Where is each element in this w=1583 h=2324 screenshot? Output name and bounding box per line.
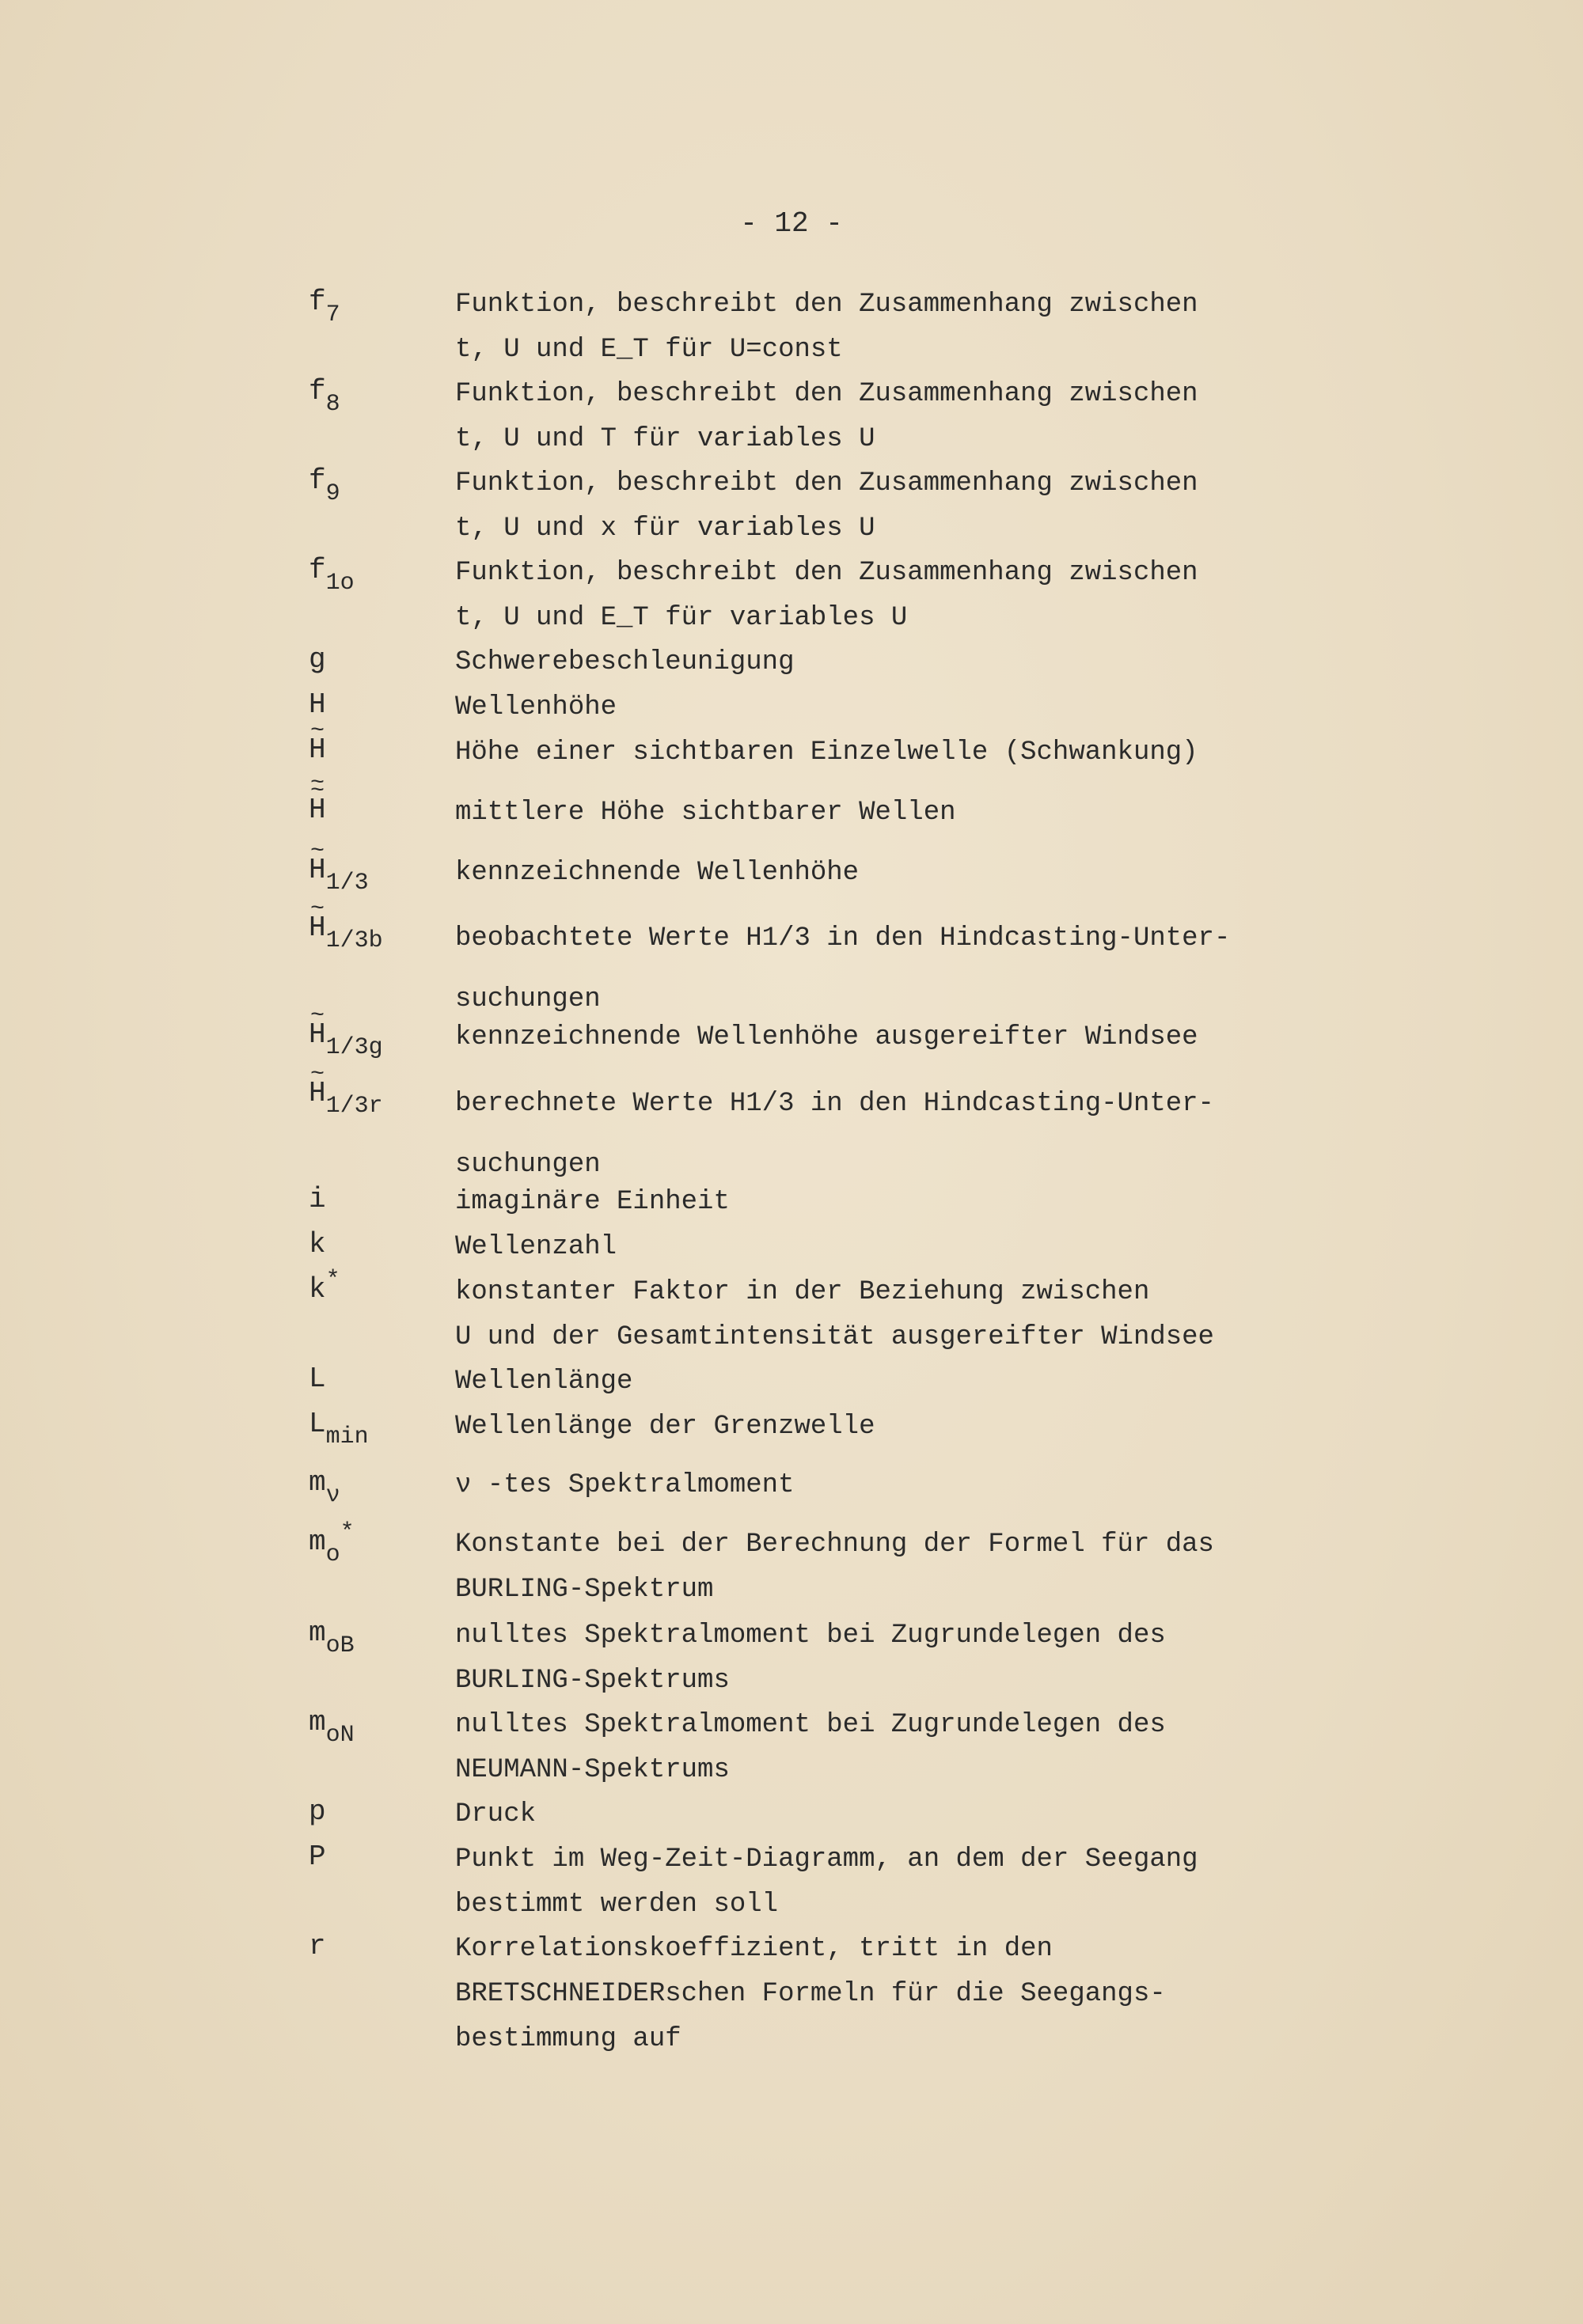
description: berechnete Werte H1/3 in den Hindcasting-Unter- suchungen xyxy=(455,1089,1214,1180)
symbol: $m_{oN}$ xyxy=(309,1706,355,1749)
description: Wellenlänge xyxy=(455,1367,633,1397)
symbol: $L_{min}$ xyxy=(309,1408,369,1450)
symbol: $m_{oB}$ xyxy=(309,1617,355,1659)
symbol: ~ $H_{1/3b}$ xyxy=(309,912,383,944)
symbol: $m_\nu$ xyxy=(309,1466,340,1509)
description: Druck xyxy=(455,1799,537,1829)
description: mittlere Höhe sichtbarer Wellen xyxy=(455,798,956,828)
symbol: p xyxy=(309,1795,326,1828)
description: Wellenhöhe xyxy=(455,692,617,722)
symbol: k xyxy=(309,1228,326,1261)
symbol: H xyxy=(309,688,326,721)
description: konstanter Faktor in der Beziehung zwischen U und der Gesamtintensität ausgereifter Windsee xyxy=(455,1277,1214,1352)
symbol: ~ $H_{1/3r}$ xyxy=(309,1078,383,1109)
symbol: $m_o^*$ xyxy=(309,1519,355,1568)
symbol: ~ H xyxy=(309,734,326,766)
description: Höhe einer sichtbaren Einzelwelle (Schwankung) xyxy=(455,737,1198,768)
description: Funktion, beschreibt den Zusammenhang zwischen t, U und T für variables U xyxy=(455,379,1198,454)
symbol: g xyxy=(309,643,326,676)
description: Funktion, beschreibt den Zusammenhang zwischen t, U und x für variables U xyxy=(455,468,1198,544)
symbol: $f_8$ xyxy=(309,375,340,418)
symbol: k* xyxy=(309,1267,340,1306)
symbol: ~ H ~ xyxy=(309,794,326,826)
symbol: $f_9$ xyxy=(309,464,340,507)
description: Punkt im Weg-Zeit-Diagramm, an dem der Seegang bestimmt werden soll xyxy=(455,1844,1198,1920)
description: Wellenzahl xyxy=(455,1232,617,1262)
page-number: - 12 - xyxy=(740,207,843,240)
symbol: ~ $H_{1/3g}$ xyxy=(309,1019,383,1051)
description: beobachtete Werte H1/3 in den Hindcasting-Unter- suchungen xyxy=(455,923,1231,1014)
description: imaginäre Einheit xyxy=(455,1187,730,1217)
description: Wellenlänge der Grenzwelle xyxy=(455,1412,875,1442)
symbol: $f_7$ xyxy=(309,286,340,328)
symbol: r xyxy=(309,1930,326,1962)
description: nulltes Spektralmoment bei Zugrundelegen des NEUMANN-Spektrums xyxy=(455,1710,1166,1785)
description: Korrelationskoeffizient, tritt in den BRETSCHNEIDERschen Formeln für die Seegangs- bestimmung auf xyxy=(455,1934,1166,2054)
description: Funktion, beschreibt den Zusammenhang zwischen t, U und E_T für variables U xyxy=(455,558,1198,633)
symbol: L xyxy=(309,1363,326,1395)
symbol: ~ $H_{1/3}$ xyxy=(309,855,369,886)
description: Schwerebeschleunigung xyxy=(455,647,795,677)
symbol: $f_{1o}$ xyxy=(309,554,355,597)
description: nulltes Spektralmoment bei Zugrundelegen des BURLING-Spektrums xyxy=(455,1621,1166,1696)
description: kennzeichnende Wellenhöhe xyxy=(455,858,860,888)
symbol: i xyxy=(309,1183,326,1215)
description: Konstante bei der Berechnung der Formel für das BURLING-Spektrum xyxy=(455,1530,1214,1605)
symbol: P xyxy=(309,1841,326,1873)
description: ν -tes Spektralmoment xyxy=(455,1470,795,1500)
description: Funktion, beschreibt den Zusammenhang zwischen t, U und E_T für U=const xyxy=(455,290,1198,365)
description: kennzeichnende Wellenhöhe ausgereifter Windsee xyxy=(455,1022,1198,1052)
